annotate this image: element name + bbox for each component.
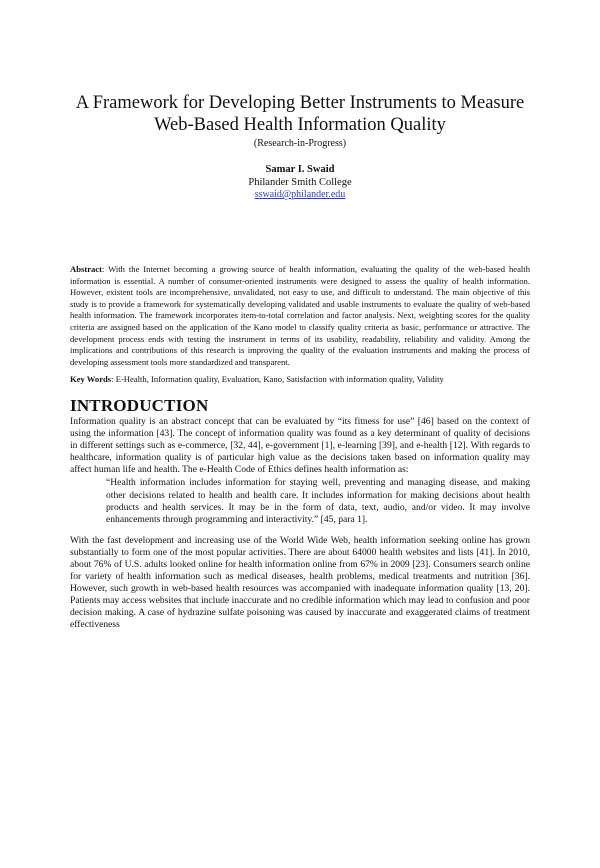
intro-quote: “Health information includes information for staying well, preventing and managing disease, and making other decisions related to health and health care. It includes information for making decisions about health products and health services. It may be in the form of data, text, audio, and/or video. It may involve enhancements through programming and interactivity.” [45, para 1].: [106, 477, 530, 525]
author-email-link[interactable]: sswaid@philander.edu: [254, 189, 346, 200]
paper-page: [0, 92, 600, 868]
paper-subtitle: (Research-in-Progress): [253, 138, 347, 149]
author-affiliation: Philander Smith College: [248, 177, 352, 188]
paper-title: [70, 92, 530, 136]
title-line-2: Web-Based Health Information Quality: [154, 115, 446, 135]
author-email: [70, 189, 530, 201]
intro-paragraph-1: Information quality is an abstract concept that can be evaluated by “its fitness for use” [46] based on the context of using the information [43]. The concept of information quality was found as a key determinant of quality of decisions in different settings such as e-commerce, [32, 44], e-government [1], e-learning [39], and e-health [12]. With regards to healthcare, information quality is of particular high value as the decisions taken based on information quality may affect human life and health. The e-Health Code of Ethics defines health information as:: [70, 415, 530, 476]
intro-paragraph-2: With the fast development and increasing use of the World Wide Web, health information seeking online has grown substantially to form one of the most popular activities. There are about 64000 health websites and lists [41]. In 2010, about 76% of U.S. adults looked online for health information online from 67% in 2009 [23]. Consumers search online for variety of health information such as medical diseases, health problems, medical treatments and nutrition [36]. However, such growth in web-based health resources was accompanied with inadequate information quality [13, 20]. Patients may access websites that include inaccurate and no credible information which may lead to confusion and poor decision making. A case of hydrazine sulfate poisoning was caused by inaccurate and exaggerated claims of treatment effectiveness: [70, 534, 530, 631]
section-heading-introduction: INTRODUCTION: [70, 395, 209, 415]
keywords-text: : E-Health, Information quality, Evaluation, Kano, Satisfaction with information quality, Validity: [111, 374, 444, 385]
abstract-label: Abstract: [70, 264, 102, 274]
author-name: Samar I. Swaid: [265, 164, 335, 175]
keywords: [70, 374, 530, 386]
abstract: [70, 264, 530, 368]
keywords-label: Key Words: [70, 374, 112, 385]
abstract-text: : With the Internet becoming a growing source of health information, evaluating the quality of the web-based health information is essential. A number of consumer-oriented instruments were designed to assess the quality of health information. However, existent tools are incomprehensive, unvalidated, not easy to use, and difficult to understand. The main objective of this study is to provide a framework for systematically developing validated and usable instruments to evaluate the quality of web-based health information. The framework incorporates item-to-total correlation and factor analysis. Next, weighting scores for the quality criteria are assigned based on the application of the Kano model to classify quality criteria as basic, performance or attractive. The development process ends with testing the instrument in terms of its usability, readability, reliability and validity. Among the implications and contributions of this research is improving the quality of the evaluation instruments and making the process of developing assessment tools more standardized and transparent.: [70, 264, 530, 367]
title-line-1: A Framework for Developing Better Instruments to Measure: [75, 93, 525, 113]
